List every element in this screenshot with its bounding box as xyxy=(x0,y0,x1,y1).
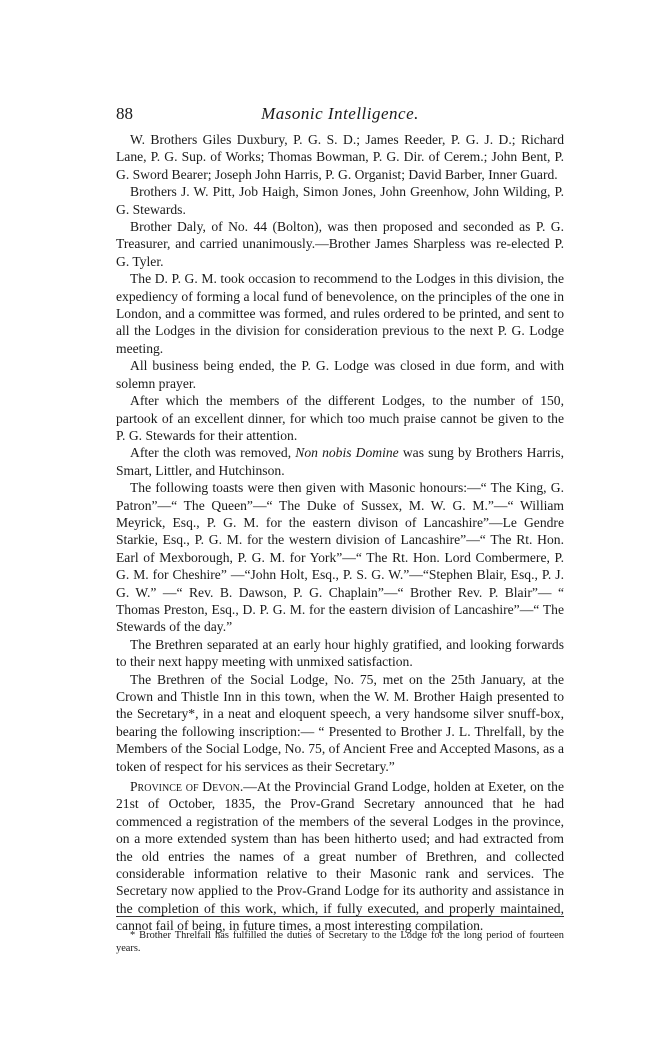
cloth-text-end: was sung by Brothers Harris, Smart, Littler, and Hutchinson. xyxy=(116,445,564,478)
footnote-text: * Brother Threlfall has fulfilled the duties of Secretary to the Lodge for the long period of fourteen years. xyxy=(116,930,564,954)
footnote-rule xyxy=(116,916,564,917)
page-number: 88 xyxy=(116,104,133,123)
body-text xyxy=(116,131,564,935)
paragraph-treasurer: Brother Daly, of No. 44 (Bolton), was then proposed and seconded as P. G. Treasurer, and carried unanimously.—Brother James Sharpless was re-elected P. G. Tyler. xyxy=(116,219,564,269)
paragraph-stewards: Brothers J. W. Pitt, Job Haigh, Simon Jones, John Greenhow, John Wilding, P. G. Stewards. xyxy=(116,184,564,217)
page-header xyxy=(116,104,564,126)
paragraph-separated: The Brethren separated at an early hour highly gratified, and looking forwards to their next happy meeting with unmixed satisfaction. xyxy=(116,636,564,670)
paragraph-benevolence: The D. P. G. M. took occasion to recommend to the Lodges in this division, the expediency of forming a local fund of benevolence, on the principles of the one in London, and a committee was formed, and rules ordered to be printed, and sent to all the Lodges in the division for consideration previous to the next P. G. Lodge meeting. xyxy=(116,271,564,356)
running-title: Masonic Intelligence. xyxy=(261,104,419,123)
province-of-devon-text: —At the Provincial Grand Lodge, holden at Exeter, on the 21st of October, 1835, the Prov-Grand Secretary announced that he had commenced a registration of the members of the several Lodges in the province, on a more extended system than has been hitherto used; and had extracted from the old entries the names of a great number of Brethren, and collected considerable information relative to their Masonic rank and services. The Secretary now applied to the Prov-Grand Lodge for its authority and assistance in the completion of this work, which, if fully executed, and properly maintained, cannot fail of being, in future times, a most interesting compilation. xyxy=(116,779,565,934)
paragraph-province-of-devon xyxy=(116,778,564,935)
non-nobis-domine: Non nobis Domine xyxy=(295,445,399,461)
paragraph-toasts: The following toasts were then given with Masonic honours:—“ The King, G. Patron”—“ The Queen”—“ The Duke of Sussex, M. W. G. M.”—“ William Meyrick, Esq., P. G. M. for the eastern divison of Lancashire”—Le Gendre Starkie, Esq., P. G. M. for the western division of Lancashire”—“ The Rt. Hon. Earl of Mexborough, P. G. M. for York”—“ The Rt. Hon. Lord Combermere, P. G. M. for Cheshire” —“John Holt, Esq., P. S. G. W.”—“Stephen Blair, Esq., P. J. G. W.” —“ Rev. B. Dawson, P. G. Chaplain”—“ Brother Rev. P. Blair”— “ Thomas Preston, Esq., D. P. G. M. for the eastern division of Lancashire”—“ The Stewards of the day.” xyxy=(116,480,564,635)
province-of-devon-heading: Province of Devon. xyxy=(130,779,244,795)
paragraph-closing: All business being ended, the P. G. Lodge was closed in due form, and with solemn prayer. xyxy=(116,358,564,391)
cloth-text-start: After the cloth was removed, xyxy=(130,445,296,461)
paragraph-officers: W. Brothers Giles Duxbury, P. G. S. D.; James Reeder, P. G. J. D.; Richard Lane, P. G. Sup. of Works; Thomas Bowman, P. G. Dir. of Cerem.; John Bent, P. G. Sword Bearer; Joseph John Harris, P. G. Organist; David Barber, Inner Guard. xyxy=(116,132,564,182)
paragraph-social-lodge: The Brethren of the Social Lodge, No. 75, met on the 25th January, at the Crown and Thistle Inn in this town, when the W. M. Brother Haigh presented to the Secretary*, in a neat and eloquent speech, a very handsome silver snuff-box, bearing the following inscription:— “ Presented to Brother J. L. Threlfall, by the Members of the Social Lodge, No. 75, of Ancient Free and Accepted Masons, as a token of respect for his services as their Secretary.” xyxy=(116,671,564,774)
paragraph-dinner: After which the members of the different Lodges, to the number of 150, partook of an excellent dinner, for which too much praise cannot be given to the P. G. Stewards for their attention. xyxy=(116,393,564,443)
paragraph-cloth xyxy=(116,444,564,479)
footnote xyxy=(116,930,564,955)
